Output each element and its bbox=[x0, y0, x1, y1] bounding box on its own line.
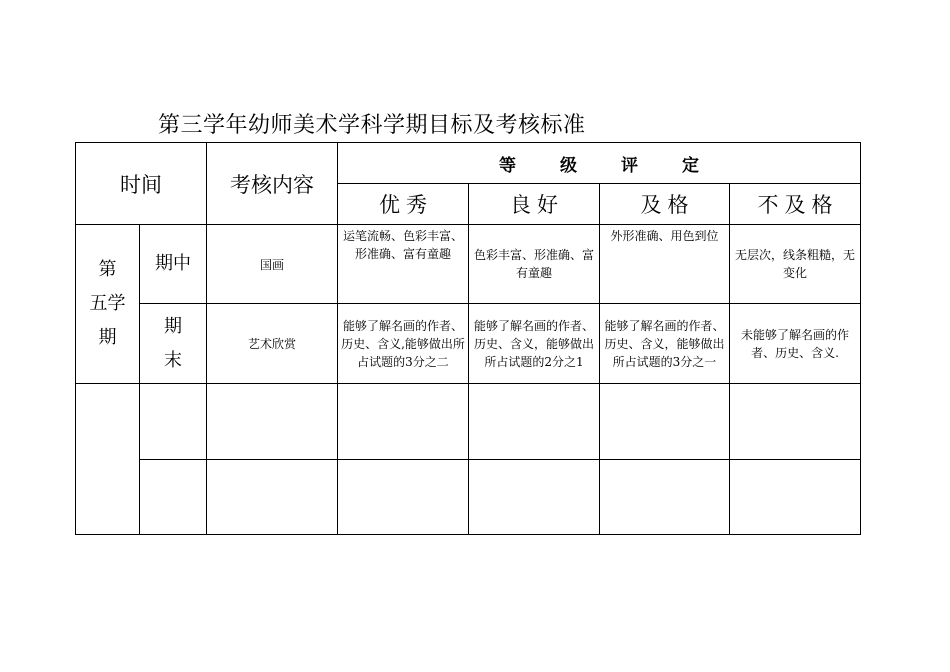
empty-cell bbox=[76, 384, 140, 535]
table-row bbox=[76, 304, 861, 384]
empty-cell bbox=[600, 384, 730, 460]
assessment-table bbox=[75, 142, 861, 535]
pass-criteria: 外形准确、用色到位 bbox=[600, 225, 730, 304]
empty-cell bbox=[730, 460, 861, 535]
fail-criteria: 无层次，线条粗糙，无变化 bbox=[730, 225, 861, 304]
header-row bbox=[76, 143, 861, 184]
period-midterm: 期中 bbox=[140, 225, 207, 304]
empty-cell bbox=[207, 384, 338, 460]
content-cell: 国画 bbox=[207, 225, 338, 304]
period-final: 期 末 bbox=[140, 304, 207, 384]
excellent-criteria: 运笔流畅、色彩丰富、形准确、富有童趣 bbox=[338, 225, 469, 304]
empty-cell bbox=[140, 384, 207, 460]
level-good: 良 好 bbox=[469, 184, 600, 225]
empty-cell bbox=[730, 384, 861, 460]
pass-criteria: 能够了解名画的作者、历史、含义，能够做出所占试题的3分之一 bbox=[600, 304, 730, 384]
header-content: 考核内容 bbox=[207, 143, 338, 225]
good-criteria: 能够了解名画的作者、历史、含义，能够做出所占试题的2分之1 bbox=[469, 304, 600, 384]
empty-cell bbox=[338, 384, 469, 460]
empty-cell bbox=[140, 460, 207, 535]
level-pass: 及 格 bbox=[600, 184, 730, 225]
header-grade-evaluation: 等 级 评 定 bbox=[338, 143, 861, 184]
empty-row bbox=[76, 384, 861, 460]
level-excellent: 优 秀 bbox=[338, 184, 469, 225]
header-time: 时间 bbox=[76, 143, 207, 225]
term-label: 第 五学 期 bbox=[76, 225, 140, 384]
document-title: 第三学年幼师美术学科学期目标及考核标准 bbox=[158, 113, 586, 138]
table-row bbox=[76, 225, 861, 304]
empty-cell bbox=[338, 460, 469, 535]
empty-cell bbox=[469, 460, 600, 535]
content-cell: 艺术欣赏 bbox=[207, 304, 338, 384]
empty-cell bbox=[600, 460, 730, 535]
level-fail: 不 及 格 bbox=[730, 184, 861, 225]
empty-cell bbox=[207, 460, 338, 535]
empty-row bbox=[76, 460, 861, 535]
good-criteria: 色彩丰富、形准确、富有童趣 bbox=[469, 225, 600, 304]
excellent-criteria: 能够了解名画的作者、历史、含义,能够做出所占试题的3分之二 bbox=[338, 304, 469, 384]
empty-cell bbox=[469, 384, 600, 460]
fail-criteria: 未能够了解名画的作者、历史、含义. bbox=[730, 304, 861, 384]
